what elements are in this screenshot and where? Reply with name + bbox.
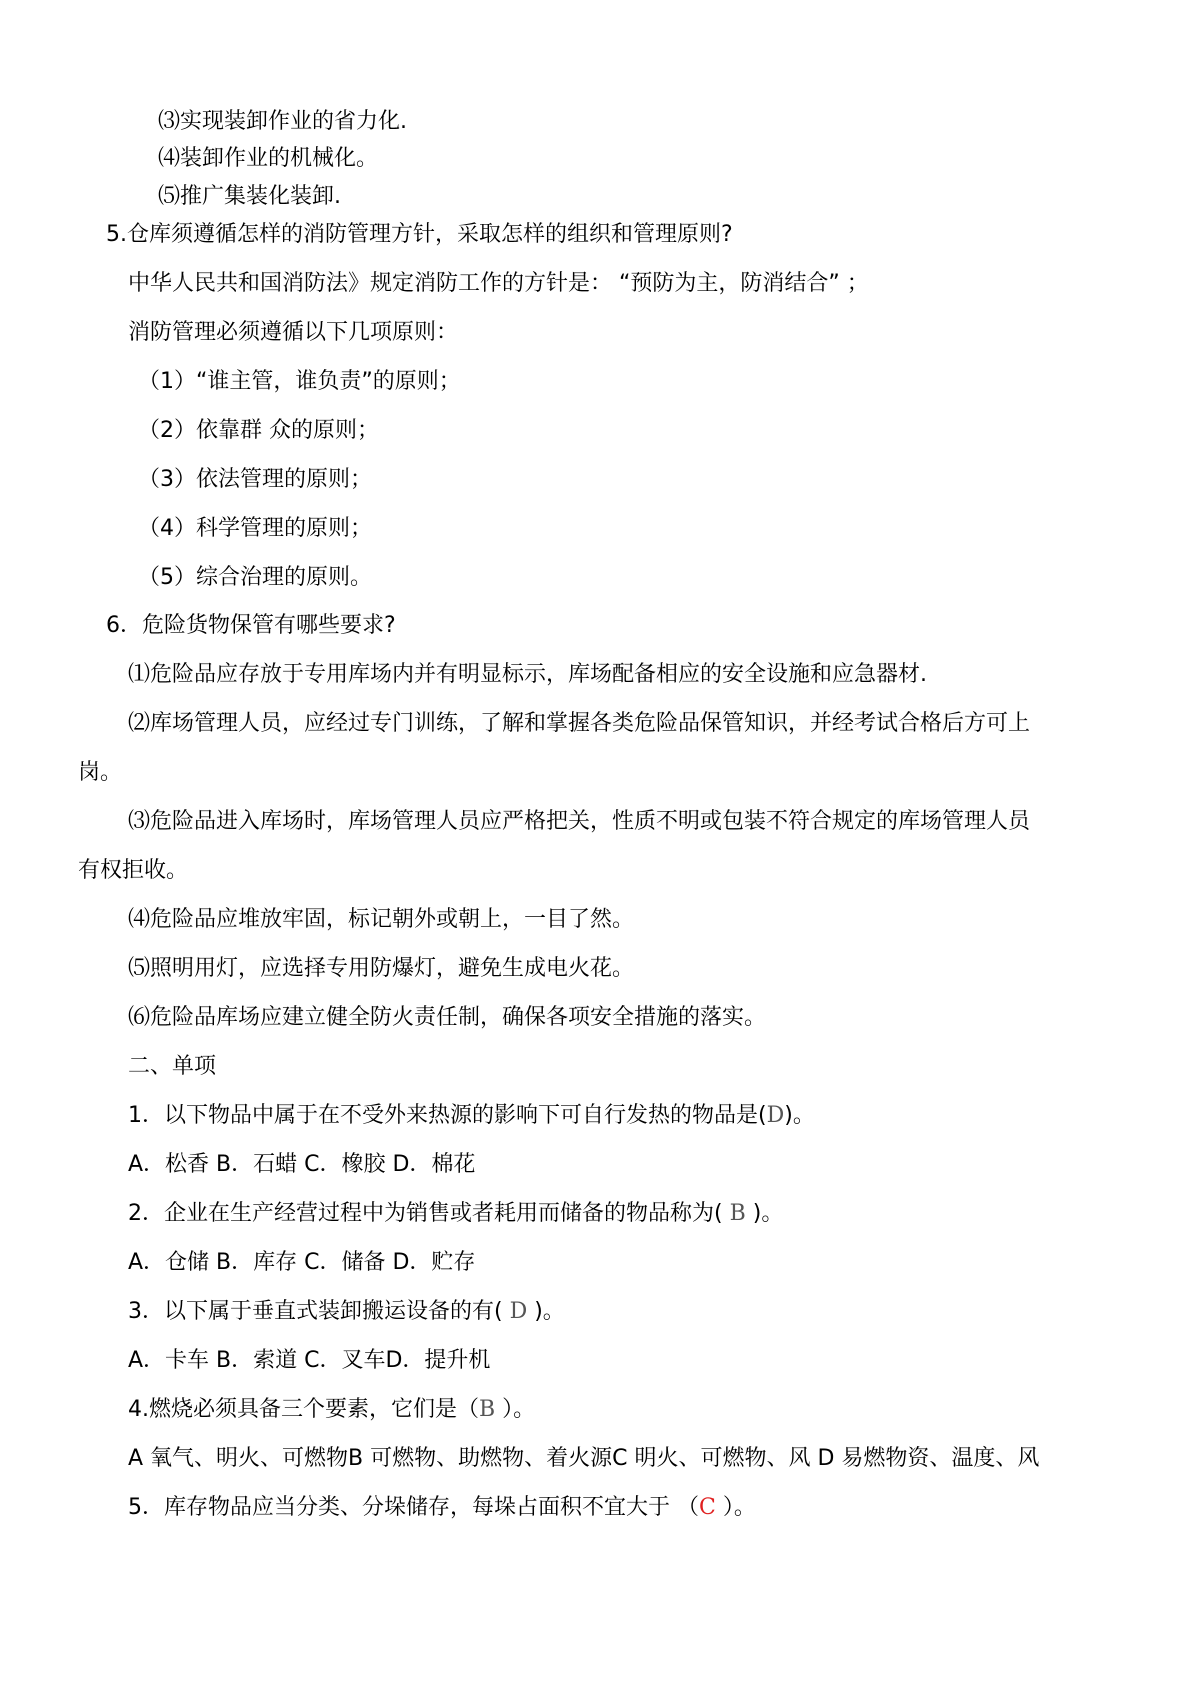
answer-text: B (722, 1201, 753, 1226)
text-line: （5）综合治理的原则。 (138, 565, 372, 590)
section-heading: 二、单项 (128, 1054, 217, 1079)
text-line: 中华人民共和国消防法》规定消防工作的方针是： “预防为主，防消结合” ； (128, 271, 869, 296)
question-text: 4.燃烧必须具备三个要素，它们是（ (128, 1397, 479, 1422)
question-text: 2．企业在生产经营过程中为销售或者耗用而储备的物品称为( (128, 1201, 723, 1226)
text-line: ⑶危险品进入库场时，库场管理人员应严格把关，性质不明或包装不符合规定的库场管理人员 (128, 809, 1031, 834)
options-line: A．卡车 B．索道 C．叉车D．提升机 (128, 1348, 491, 1373)
text-line: ⑸推广集装化装卸. (158, 184, 341, 209)
question-heading: 6．危险货物保管有哪些要求? (106, 613, 396, 638)
question-text: 1．以下物品中属于在不受外来热源的影响下可自行发热的物品是( (128, 1103, 767, 1128)
question-text-end: ）。 (495, 1397, 536, 1422)
text-line: ⑶实现装卸作业的省力化. (158, 109, 407, 134)
question-line (128, 1394, 535, 1426)
text-line: ⑵库场管理人员，应经过专门训练，了解和掌握各类危险品保管知识，并经考试合格后方可上 (128, 711, 1031, 736)
answer-text: D (766, 1103, 785, 1128)
question-line (128, 1296, 565, 1328)
text-line: 消防管理必须遵循以下几项原则： (128, 320, 459, 345)
question-text: 5．库存物品应当分类、分垛储存，每垛占面积不宜大于 （ (128, 1495, 699, 1520)
text-line: （2）依靠群 众的原则； (138, 418, 379, 443)
text-line: （4）科学管理的原则； (138, 516, 372, 541)
question-text-end: )。 (752, 1201, 784, 1226)
question-line (128, 1100, 815, 1132)
text-line: （1）“谁主管，谁负责”的原则； (138, 369, 461, 394)
question-line (128, 1198, 783, 1230)
text-line: ⑷危险品应堆放牢固，标记朝外或朝上，一目了然。 (128, 907, 635, 932)
question-line (128, 1492, 756, 1524)
options-line: A．松香 B．石蜡 C．橡胶 D．棉花 (128, 1152, 476, 1177)
text-line: ⑸照明用灯，应选择专用防爆灯，避免生成电火花。 (128, 956, 635, 981)
text-line: 有权拒收。 (78, 858, 189, 883)
text-line: 岗。 (78, 760, 123, 785)
options-line: A 氧气、明火、可燃物B 可燃物、助燃物、着火源C 明火、可燃物、风 D 易燃物资、温度、风 (128, 1446, 1040, 1471)
question-text-end: )。 (534, 1299, 565, 1324)
answer-text: B (479, 1397, 496, 1422)
question-heading: 5.仓库须遵循怎样的消防管理方针，采取怎样的组织和管理原则? (106, 222, 733, 247)
answer-text: C (699, 1495, 716, 1520)
text-line: ⑴危险品应存放于专用库场内并有明显标示，库场配备相应的安全设施和应急器材. (128, 662, 927, 687)
options-line: A．仓储 B．库存 C．储备 D．贮存 (128, 1250, 476, 1275)
answer-text: D (502, 1299, 535, 1324)
question-text: 3．以下属于垂直式装卸搬运设备的有( (128, 1299, 503, 1324)
question-text-end: ）。 (715, 1495, 756, 1520)
text-line: （3）依法管理的原则； (138, 467, 372, 492)
text-line: ⑹危险品库场应建立健全防火责任制，确保各项安全措施的落实。 (128, 1005, 767, 1030)
question-text-end: )。 (784, 1103, 815, 1128)
text-line: ⑷装卸作业的机械化。 (158, 146, 379, 171)
